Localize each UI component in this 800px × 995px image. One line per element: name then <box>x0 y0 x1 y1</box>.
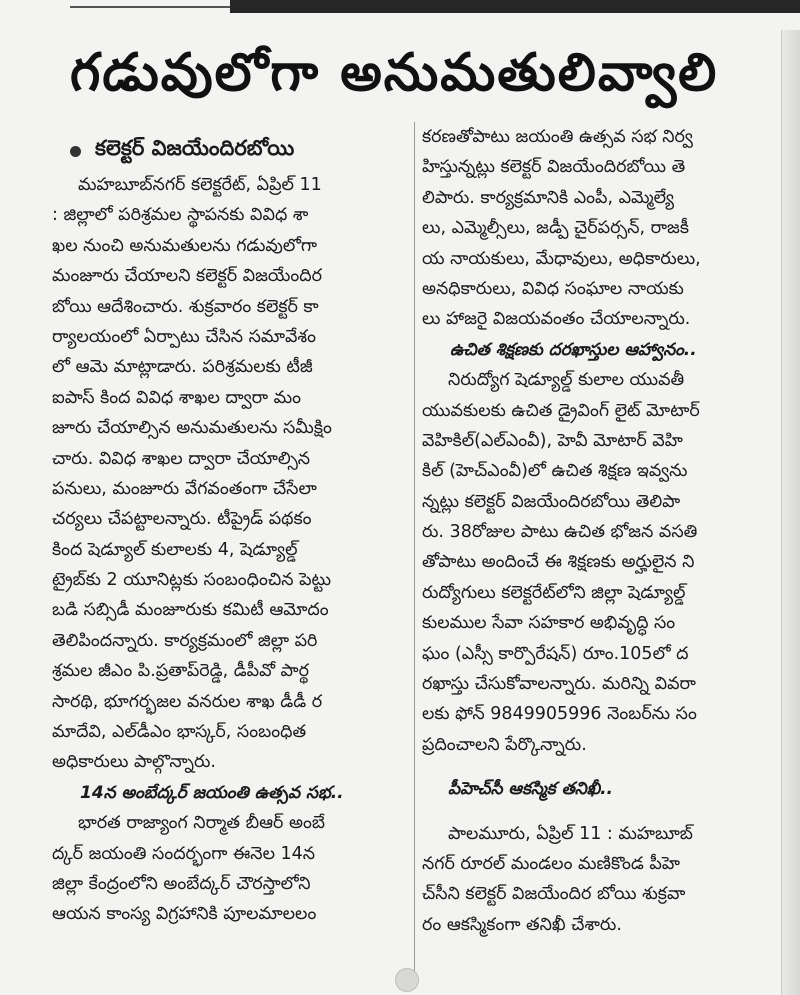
text-line: కిల్ (హెచ్‌ఎంవీ)లో ఉచిత శిక్షణ ఇవ్వను <box>422 461 688 482</box>
text-line: తెలిపిందన్నారు. కార్యక్రమంలో జిల్లా పరి <box>52 630 318 651</box>
text-line: లకు ఫోన్ 9849905996 నెంబర్‌ను సం <box>422 704 697 725</box>
text-line: నగర్ రూరల్ మండలం మణికొండ పీహె <box>422 853 680 874</box>
text-line: వెహికిల్(ఎల్‌ఎంవీ), హెవీ మోటార్ వెహి <box>422 430 683 451</box>
page-edge <box>781 30 800 995</box>
text-line: రుద్యోగులు కలెక్టరేట్‌లోని జిల్లా షెడ్యూల్డ్ <box>422 582 686 603</box>
text-line: కింద షెడ్యూల్ కులాలకు 4, షెడ్యూల్డ్ <box>52 539 298 560</box>
right-column <box>422 122 772 987</box>
text-line: మహబూబ్‌నగర్ కలెక్టరేట్, ఏప్రిల్ 11 <box>78 175 322 195</box>
article-headline: గడువులోగా అనుమతులివ్వాలి <box>70 43 719 103</box>
byline <box>52 132 404 170</box>
text-line: మంజూరు చేయాలని కలెక్టర్ విజయేందిర <box>52 266 323 287</box>
bullet-icon <box>70 146 81 157</box>
text-line: భారత రాజ్యాంగ నిర్మాత బీఆర్ అంబే <box>78 813 325 834</box>
text-line: ఖల నుంచి అనుమతులను గడువులోగా <box>52 235 317 256</box>
right-para-2 <box>422 365 772 760</box>
text-line: ర్యాలయంలో ఏర్పాటు చేసిన సమావేశం <box>52 326 316 347</box>
section-subhead: 14న అంబేద్కర్ జయంతి ఉత్సవ సభ.. <box>80 782 344 803</box>
top-border-line <box>70 6 230 8</box>
text-line: మాదేవి, ఎల్‌డీఎం భాస్కర్, సంబంధిత <box>52 722 307 743</box>
text-line: రం ఆకస్మికంగా తనిఖీ చేశారు. <box>422 914 622 935</box>
text-line: ఆయన కాంస్య విగ్రహానికి పూలమాలలం <box>52 904 317 925</box>
text-line: చర్యలు చేపట్టాలన్నారు. టీప్రైడ్ పథకం <box>52 509 312 530</box>
text-line: యువకులకు ఉచిత డ్రైవింగ్ లైట్ మోటార్ <box>422 400 700 421</box>
text-line: ప్రదించాలని పేర్కొన్నారు. <box>422 734 587 755</box>
text-line: ఐపాస్ కింద వివిధ శాఖల ద్వారా మం <box>52 387 301 408</box>
text-line: ఘం (ఎస్సీ కార్పొరేషన్) రూం.105లో ద <box>422 643 689 664</box>
text-line: తోపాటు అందించే ఈ శిక్షణకు అర్హులైన ని <box>422 552 695 573</box>
right-para-3 <box>422 819 772 941</box>
text-line: శ్రమల జీఎం పి.ప్రతాప్‌రెడ్డి, డీపీవో పార్థ <box>52 661 309 682</box>
text-line: లిపారు. కార్యక్రమానికి ఎంపీ, ఎమ్మెల్యే <box>422 187 675 208</box>
text-line: అనధికారులు, వివిధ సంఘాల నాయకు <box>422 278 684 299</box>
spacer <box>422 805 772 819</box>
text-line: నిరుద్యోగ షెడ్యూల్డ్ కులాల యువతీ <box>448 370 685 391</box>
text-line: పాలమూరు, ఏప్రిల్ 11 : మహబూబ్ <box>448 823 693 844</box>
text-line: చ్‌సీని కలెక్టర్ విజయేందిర బోయి శుక్రవా <box>422 884 686 905</box>
byline-text: కలెక్టర్ విజయేందిరబోయి <box>95 136 295 160</box>
text-line: కులముల సేవా సహకార అభివృద్ధి సం <box>422 613 676 634</box>
text-line: కరణతోపాటు జయంతి ఉత్సవ సభ నిర్వ <box>422 127 693 147</box>
text-line: న్నట్లు కలెక్టర్ విజయేందిరబోయి తెలిపా <box>422 491 681 512</box>
left-column <box>52 132 404 987</box>
text-line: ద్కర్ జయంతి సందర్భంగా ఈనెల 14న <box>52 843 316 864</box>
page-mark-icon <box>395 968 419 992</box>
text-line: లు హాజరై విజయవంతం చేయాలన్నారు. <box>422 309 691 330</box>
text-line: బడి సబ్సిడీ మంజూరుకు కమిటీ ఆమోదం <box>52 600 329 621</box>
text-line: రు. 38రోజుల పాటు ఉచిత భోజన వసతి <box>422 522 698 543</box>
text-line: జిల్లా కేంద్రంలోని అంబేద్కర్ చౌరస్తాలోని <box>52 873 311 894</box>
left-para-2 <box>52 808 404 930</box>
section-subhead: ఉచిత శిక్షణకు దరఖాస్తుల ఆహ్వానం.. <box>450 339 697 360</box>
text-line: లు, ఎమ్మెల్సీలు, జడ్పీ చైర్‌పర్సన్, రాజకీ <box>422 218 689 239</box>
text-line: రఖాస్తు చేసుకోవాలన్నారు. మరిన్ని వివరా <box>422 674 696 695</box>
text-line: పనులు, మంజూరు వేగవంతంగా చేసేలా <box>52 478 317 499</box>
text-line: లో ఆమె మాట్లాడారు. పరిశ్రమలకు టీజీ <box>52 357 313 378</box>
spacer <box>422 760 772 774</box>
text-line: య నాయకులు, మేధావులు, అధికారులు, <box>422 248 701 269</box>
left-para-1 <box>52 170 404 778</box>
text-line: ట్రైబ్‌కు 2 యూనిట్లకు సంబంధించిన పెట్టు <box>52 570 332 591</box>
text-line: హిస్తున్నట్లు కలెక్టర్ విజయేందిరబోయి తె <box>422 157 686 178</box>
column-divider <box>414 122 415 982</box>
text-line: : జిల్లాలో పరిశ్రమల స్థాపనకు వివిధ శా <box>52 205 309 226</box>
right-para-1 <box>422 122 772 335</box>
text-line: అధికారులు పాల్గొన్నారు. <box>52 752 216 773</box>
text-line: జూరు చేయాల్సిన అనుమతులను సమీక్షిం <box>52 418 332 439</box>
section-subhead: పీహెచ్‌సీ ఆకస్మిక తనిఖీ.. <box>448 779 613 800</box>
text-line: సారథి, భూగర్భజల వనరుల శాఖ డీడీ ర <box>52 691 323 712</box>
text-line: చారు. వివిధ శాఖల ద్వారా చేయాల్సిన <box>52 448 311 469</box>
text-line: బోయి ఆదేశించారు. శుక్రవారం కలెక్టర్ కా <box>52 296 319 317</box>
